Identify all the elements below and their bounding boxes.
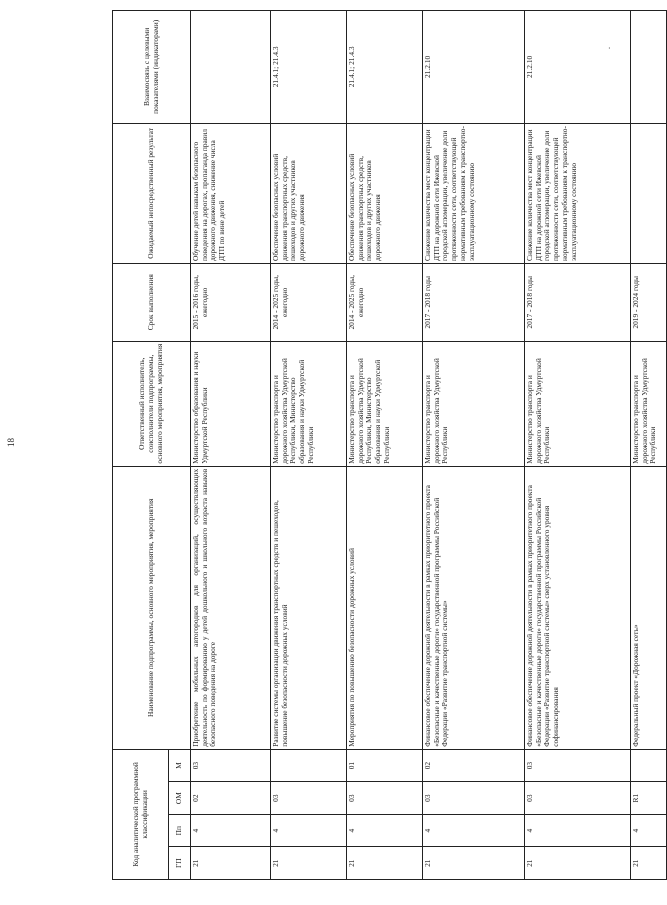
cell-gp: 21 — [423, 847, 525, 880]
corner-mark: · — [608, 44, 611, 53]
cell-gp: 21 — [525, 847, 631, 880]
cell-term: 2015 - 2016 годы, ежегодно — [191, 263, 271, 341]
program-table — [112, 10, 667, 880]
cell-m — [271, 749, 347, 782]
cell-name: Федеральный проект «Дорожная сеть» — [631, 466, 667, 749]
table-row — [631, 11, 667, 880]
cell-result: Обучение детей навыкам безопасного поведения на дорогах, пропаганда правил дорожного движения, снижение числа ДТП по вине детей — [191, 123, 271, 263]
cell-responsible: Министерство транспорта и дорожного хозяйства Удмуртской Республики, Министерство образования и науки Удмуртской Республики — [271, 341, 347, 466]
cell-term: 2017 - 2018 годы — [525, 263, 631, 341]
cell-name: Приобретение мобильных автогородков для организаций, осуществляющих деятельность по формированию у детей дошкольного и школьного возраста навыков безопасного поведения на дороге — [191, 466, 271, 749]
cell-responsible: Министерство транспорта и дорожного хозяйства Удмуртской Республики, Министерство образования и науки Удмуртской Республики — [347, 341, 423, 466]
cell-m: 01 — [347, 749, 423, 782]
cell-result: Обеспечение безопасных условий движения транспортных средств, пешеходов и других участников дорожного движения — [347, 123, 423, 263]
cell-om: 03 — [271, 782, 347, 815]
cell-responsible: Министерство транспорта и дорожного хозяйства Удмуртской Республики — [525, 341, 631, 466]
table-row — [271, 11, 347, 880]
cell-pp: 4 — [191, 814, 271, 847]
rotated-table-container — [112, 10, 658, 880]
cell-pp: 4 — [347, 814, 423, 847]
cell-gp: 21 — [347, 847, 423, 880]
header-result: Ожидаемый непосредственный результат — [113, 123, 191, 263]
cell-term: 2014 - 2025 годы, ежегодно — [271, 263, 347, 341]
cell-m: 03 — [525, 749, 631, 782]
page-number: 18 — [6, 438, 16, 447]
cell-om: 03 — [423, 782, 525, 815]
header-m: М — [169, 749, 191, 782]
header-om: ОМ — [169, 782, 191, 815]
cell-pp: 4 — [423, 814, 525, 847]
header-responsible: Ответственный исполнитель, соисполнители подпрограммы, основного мероприятия, мероприятия — [113, 341, 191, 466]
cell-link: 21.2.10 — [423, 11, 525, 124]
table-row — [525, 11, 631, 880]
cell-m — [631, 749, 667, 782]
cell-link: 21.2.10 — [525, 11, 631, 124]
cell-result — [631, 123, 667, 263]
cell-result: Обеспечение безопасных условий движения транспортных средств, пешеходов и других участников дорожного движения — [271, 123, 347, 263]
cell-om: R1 — [631, 782, 667, 815]
table-row — [423, 11, 525, 880]
cell-term: 2014 - 2025 годы, ежегодно — [347, 263, 423, 341]
cell-link — [631, 11, 667, 124]
cell-term: 2017 - 2018 годы — [423, 263, 525, 341]
cell-name: Финансовое обеспечение дорожной деятельности в рамках приоритетного проекта «Безопасные и качественные дороги» государственной программы Российской Федерации «Развитие транспортной системы» — [423, 466, 525, 749]
cell-pp: 4 — [631, 814, 667, 847]
cell-responsible: Министерство транспорта и дорожного хозяйства Удмуртской Республики — [631, 341, 667, 466]
cell-om: 02 — [191, 782, 271, 815]
table-row — [347, 11, 423, 880]
cell-gp: 21 — [631, 847, 667, 880]
table-row — [191, 11, 271, 880]
cell-result: Снижение количества мест концентрации ДТП на дорожной сети Ижевской городской агломерации, увеличение доли протяженности сети, соответствующей нормативным требованиям к транспортно-эксплуатационному состоянию — [423, 123, 525, 263]
cell-responsible: Министерство транспорта и дорожного хозяйства Удмуртской Республики — [423, 341, 525, 466]
header-name: Наименование подпрограммы, основного мероприятия, мероприятия — [113, 466, 191, 749]
cell-m: 02 — [423, 749, 525, 782]
cell-link — [191, 11, 271, 124]
cell-link: 21.4.1; 21.4.3 — [271, 11, 347, 124]
cell-link: 21.4.1; 21.4.3 — [347, 11, 423, 124]
cell-pp: 4 — [271, 814, 347, 847]
cell-om: 03 — [525, 782, 631, 815]
cell-om: 03 — [347, 782, 423, 815]
header-code-group: Код аналитической программной классификации — [113, 749, 169, 879]
cell-gp: 21 — [271, 847, 347, 880]
cell-pp: 4 — [525, 814, 631, 847]
header-link: Взаимосвязь с целевыми показателями (индикаторами) — [113, 11, 191, 124]
header-term: Срок выполнения — [113, 263, 191, 341]
cell-term: 2019 - 2024 годы — [631, 263, 667, 341]
header-pp: Пп — [169, 814, 191, 847]
cell-responsible: Министерство образования и науки Удмуртской Республики — [191, 341, 271, 466]
cell-result: Снижение количества мест концентрации ДТП на дорожной сети Ижевской городской агломерации, увеличение доли протяженности сети, соответствующей нормативным требованиям к транспортно-эксплуатационному состоянию — [525, 123, 631, 263]
cell-name: Финансовое обеспечение дорожной деятельности в рамках приоритетного проекта «Безопасные и качественные дороги» государственной программы Российской Федерации «Развитие транспортной системы» сверх установленного уровня софинансирования — [525, 466, 631, 749]
header-gp: ГП — [169, 847, 191, 880]
cell-gp: 21 — [191, 847, 271, 880]
cell-name: Развитие системы организации движения транспортных средств и пешеходов, повышение безопасности дорожных условий — [271, 466, 347, 749]
cell-m: 03 — [191, 749, 271, 782]
cell-name: Мероприятия по повышению безопасности дорожных условий — [347, 466, 423, 749]
